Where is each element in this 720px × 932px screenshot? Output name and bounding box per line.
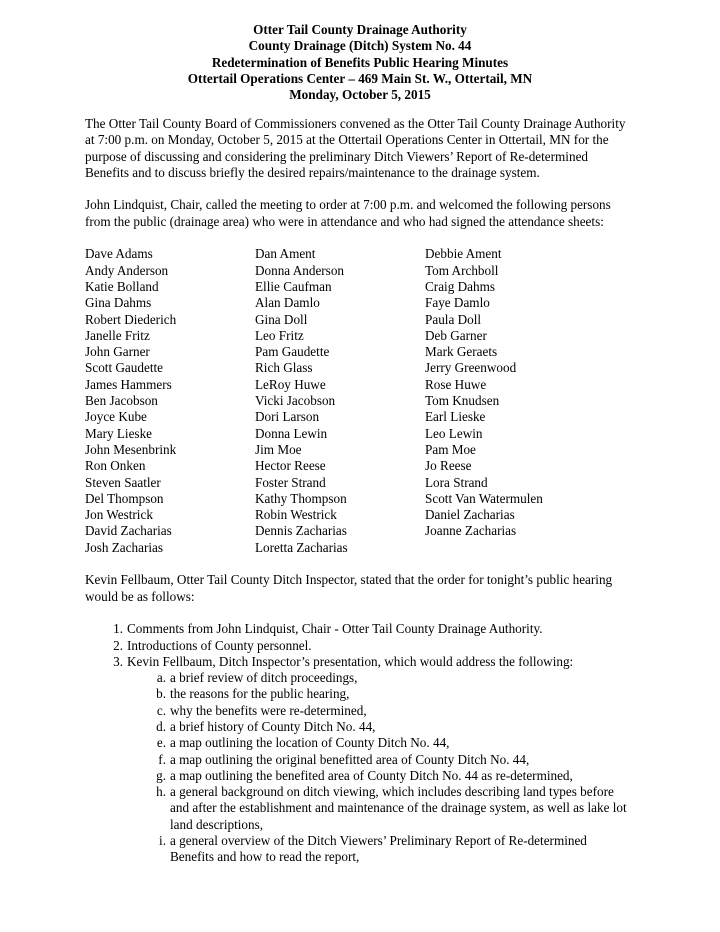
- attendee-name: Jon Westrick: [85, 507, 153, 523]
- agenda-subitem-letter: e.: [156, 735, 166, 751]
- attendee-list: [85, 246, 630, 556]
- attendee-name: James Hammers: [85, 376, 172, 392]
- document-body: [85, 116, 630, 866]
- attendee-name: Deb Garner: [425, 327, 487, 343]
- agenda-subitem: [85, 703, 630, 719]
- attendee-name: Lora Strand: [425, 474, 488, 490]
- agenda-item-number: 2.: [113, 637, 123, 653]
- attendee-name: Scott Gaudette: [85, 360, 164, 376]
- attendee-name: Jim Moe: [255, 441, 302, 457]
- agenda-subitem: [85, 784, 630, 833]
- attendee-name: David Zacharias: [85, 523, 172, 539]
- agenda-subitem-text: a brief review of ditch proceedings,: [170, 670, 358, 686]
- header-system: County Drainage (Ditch) System No. 44: [248, 38, 472, 54]
- agenda-subitem: [85, 768, 630, 784]
- agenda-subitem-text: a brief history of County Ditch No. 44,: [170, 718, 376, 734]
- header-title: Redetermination of Benefits Public Hearing Minutes: [211, 54, 509, 70]
- intro-paragraph: The Otter Tail County Board of Commissioners convened as the Otter Tail County Drainage Authority at 7:00 p.m. on Monday, October 5, 2015 at the Ottertail Operations Center in Ottertail, MN for the purpose of discussing and considering the preliminary Ditch Viewers’ Report of Re-determined Benefits and to discuss briefly the desired repairs/maintenance to the drainage system.: [85, 116, 626, 180]
- agenda-item: [85, 638, 630, 654]
- attendee-name: Gina Dahms: [85, 295, 152, 311]
- agenda-subitem-text: a general background on ditch viewing, which includes describing land types before and after the establishment and maintenance of the drainage system, as well as lake lot land descriptions,: [170, 784, 627, 832]
- attendee-name: Leo Lewin: [425, 425, 483, 441]
- attendee-name: Del Thompson: [85, 490, 164, 506]
- agenda-subitem-letter: d.: [156, 718, 166, 734]
- attendee-name: Donna Lewin: [255, 425, 328, 441]
- agenda-subitem-letter: c.: [156, 702, 166, 718]
- attendee-name: Alan Damlo: [255, 295, 320, 311]
- header-date: Monday, October 5, 2015: [289, 87, 431, 103]
- attendee-name: Katie Bolland: [85, 278, 159, 294]
- agenda-subitem-text: why the benefits were re-determined,: [170, 702, 367, 718]
- attendee-name: Pam Moe: [425, 441, 476, 457]
- attendee-name: LeRoy Huwe: [255, 376, 326, 392]
- agenda-subitem-text: a general overview of the Ditch Viewers’ Preliminary Report of Re-determined Benefits and how to read the report,: [170, 833, 587, 865]
- attendee-name: Loretta Zacharias: [255, 539, 348, 555]
- attendee-name: Ron Onken: [85, 458, 146, 474]
- attendee-name: Mark Geraets: [425, 344, 498, 360]
- agenda-subitem-letter: i.: [159, 833, 166, 849]
- attendee-name: Joyce Kube: [85, 409, 147, 425]
- attendee-name: Faye Damlo: [425, 295, 490, 311]
- agenda-subitem-letter: a.: [156, 670, 166, 686]
- attendee-name: Earl Lieske: [425, 409, 486, 425]
- attendee-name: Jerry Greenwood: [425, 360, 517, 376]
- attendee-name: Rich Glass: [255, 360, 313, 376]
- attendee-name: Hector Reese: [255, 458, 326, 474]
- attendee-name: Dave Adams: [85, 246, 153, 262]
- attendee-name: Ben Jacobson: [85, 393, 158, 409]
- attendee-name: Robert Diederich: [85, 311, 177, 327]
- attendee-name: Joanne Zacharias: [425, 523, 517, 539]
- agenda-list: [85, 621, 630, 865]
- header-location: Ottertail Operations Center – 469 Main St. W., Ottertail, MN: [187, 70, 533, 86]
- call-to-order-paragraph: John Lindquist, Chair, called the meeting to order at 7:00 p.m. and welcomed the following persons from the public (drainage area) who were in attendance and who had signed the attendance sheets:: [85, 197, 611, 229]
- agenda-subitem-text: the reasons for the public hearing,: [170, 686, 350, 702]
- attendee-name: Dan Ament: [255, 246, 316, 262]
- agenda-subitem: [85, 735, 630, 751]
- attendee-name: Dennis Zacharias: [255, 523, 347, 539]
- agenda-subitem: [85, 670, 630, 686]
- attendee-name: Tom Knudsen: [425, 393, 500, 409]
- agenda-item-number: 1.: [113, 621, 123, 637]
- attendee-name: Craig Dahms: [425, 278, 495, 294]
- agenda-subitem-letter: f.: [158, 751, 166, 767]
- agenda-item-text: Kevin Fellbaum, Ditch Inspector’s presentation, which would address the following:: [127, 653, 574, 669]
- attendee-name: Steven Saatler: [85, 474, 161, 490]
- agenda-subitem-letter: h.: [156, 784, 166, 800]
- attendee-name: Tom Archboll: [425, 262, 499, 278]
- attendee-name: Leo Fritz: [255, 327, 304, 343]
- attendee-name: Foster Strand: [255, 474, 326, 490]
- agenda-subitem-text: a map outlining the location of County Ditch No. 44,: [170, 735, 450, 751]
- agenda-subitem: [85, 752, 630, 768]
- document-header: [0, 22, 720, 103]
- agenda-subitem: [85, 833, 630, 866]
- attendee-name: Scott Van Watermulen: [425, 490, 543, 506]
- agenda-item: [85, 621, 630, 637]
- order-paragraph: Kevin Fellbaum, Otter Tail County Ditch Inspector, stated that the order for tonight’s public hearing would be as follows:: [85, 572, 613, 604]
- agenda-item-text: Comments from John Lindquist, Chair - Otter Tail County Drainage Authority.: [127, 621, 543, 637]
- agenda-subitem-letter: b.: [156, 686, 166, 702]
- attendee-name: Rose Huwe: [425, 376, 487, 392]
- attendee-name: Vicki Jacobson: [255, 393, 336, 409]
- attendee-name: Andy Anderson: [85, 262, 169, 278]
- attendee-name: Josh Zacharias: [85, 539, 163, 555]
- attendee-name: Ellie Caufman: [255, 278, 332, 294]
- attendee-name: Dori Larson: [255, 409, 320, 425]
- attendee-name: Donna Anderson: [255, 262, 345, 278]
- agenda-item: [85, 654, 630, 670]
- agenda-subitem: [85, 719, 630, 735]
- agenda-item-text: Introductions of County personnel.: [127, 637, 312, 653]
- attendee-name: Mary Lieske: [85, 425, 153, 441]
- attendee-name: Pam Gaudette: [255, 344, 330, 360]
- attendee-name: Paula Doll: [425, 311, 482, 327]
- attendee-name: Daniel Zacharias: [425, 507, 515, 523]
- attendee-name: Gina Doll: [255, 311, 308, 327]
- agenda-subitem-letter: g.: [156, 767, 166, 783]
- attendee-name: Debbie Ament: [425, 246, 502, 262]
- agenda-item-number: 3.: [113, 653, 123, 669]
- attendee-name: Robin Westrick: [255, 507, 337, 523]
- agenda-subitem: [85, 686, 630, 702]
- header-org: Otter Tail County Drainage Authority: [253, 22, 467, 37]
- attendee-name: Janelle Fritz: [85, 327, 150, 343]
- attendee-name: John Mesenbrink: [85, 441, 177, 457]
- attendee-name: John Garner: [85, 344, 150, 360]
- attendee-name: Jo Reese: [425, 458, 472, 474]
- agenda-subitem-text: a map outlining the original benefitted area of County Ditch No. 44,: [170, 751, 530, 767]
- agenda-subitem-text: a map outlining the benefited area of County Ditch No. 44 as re-determined,: [170, 767, 573, 783]
- attendee-name: Kathy Thompson: [255, 490, 347, 506]
